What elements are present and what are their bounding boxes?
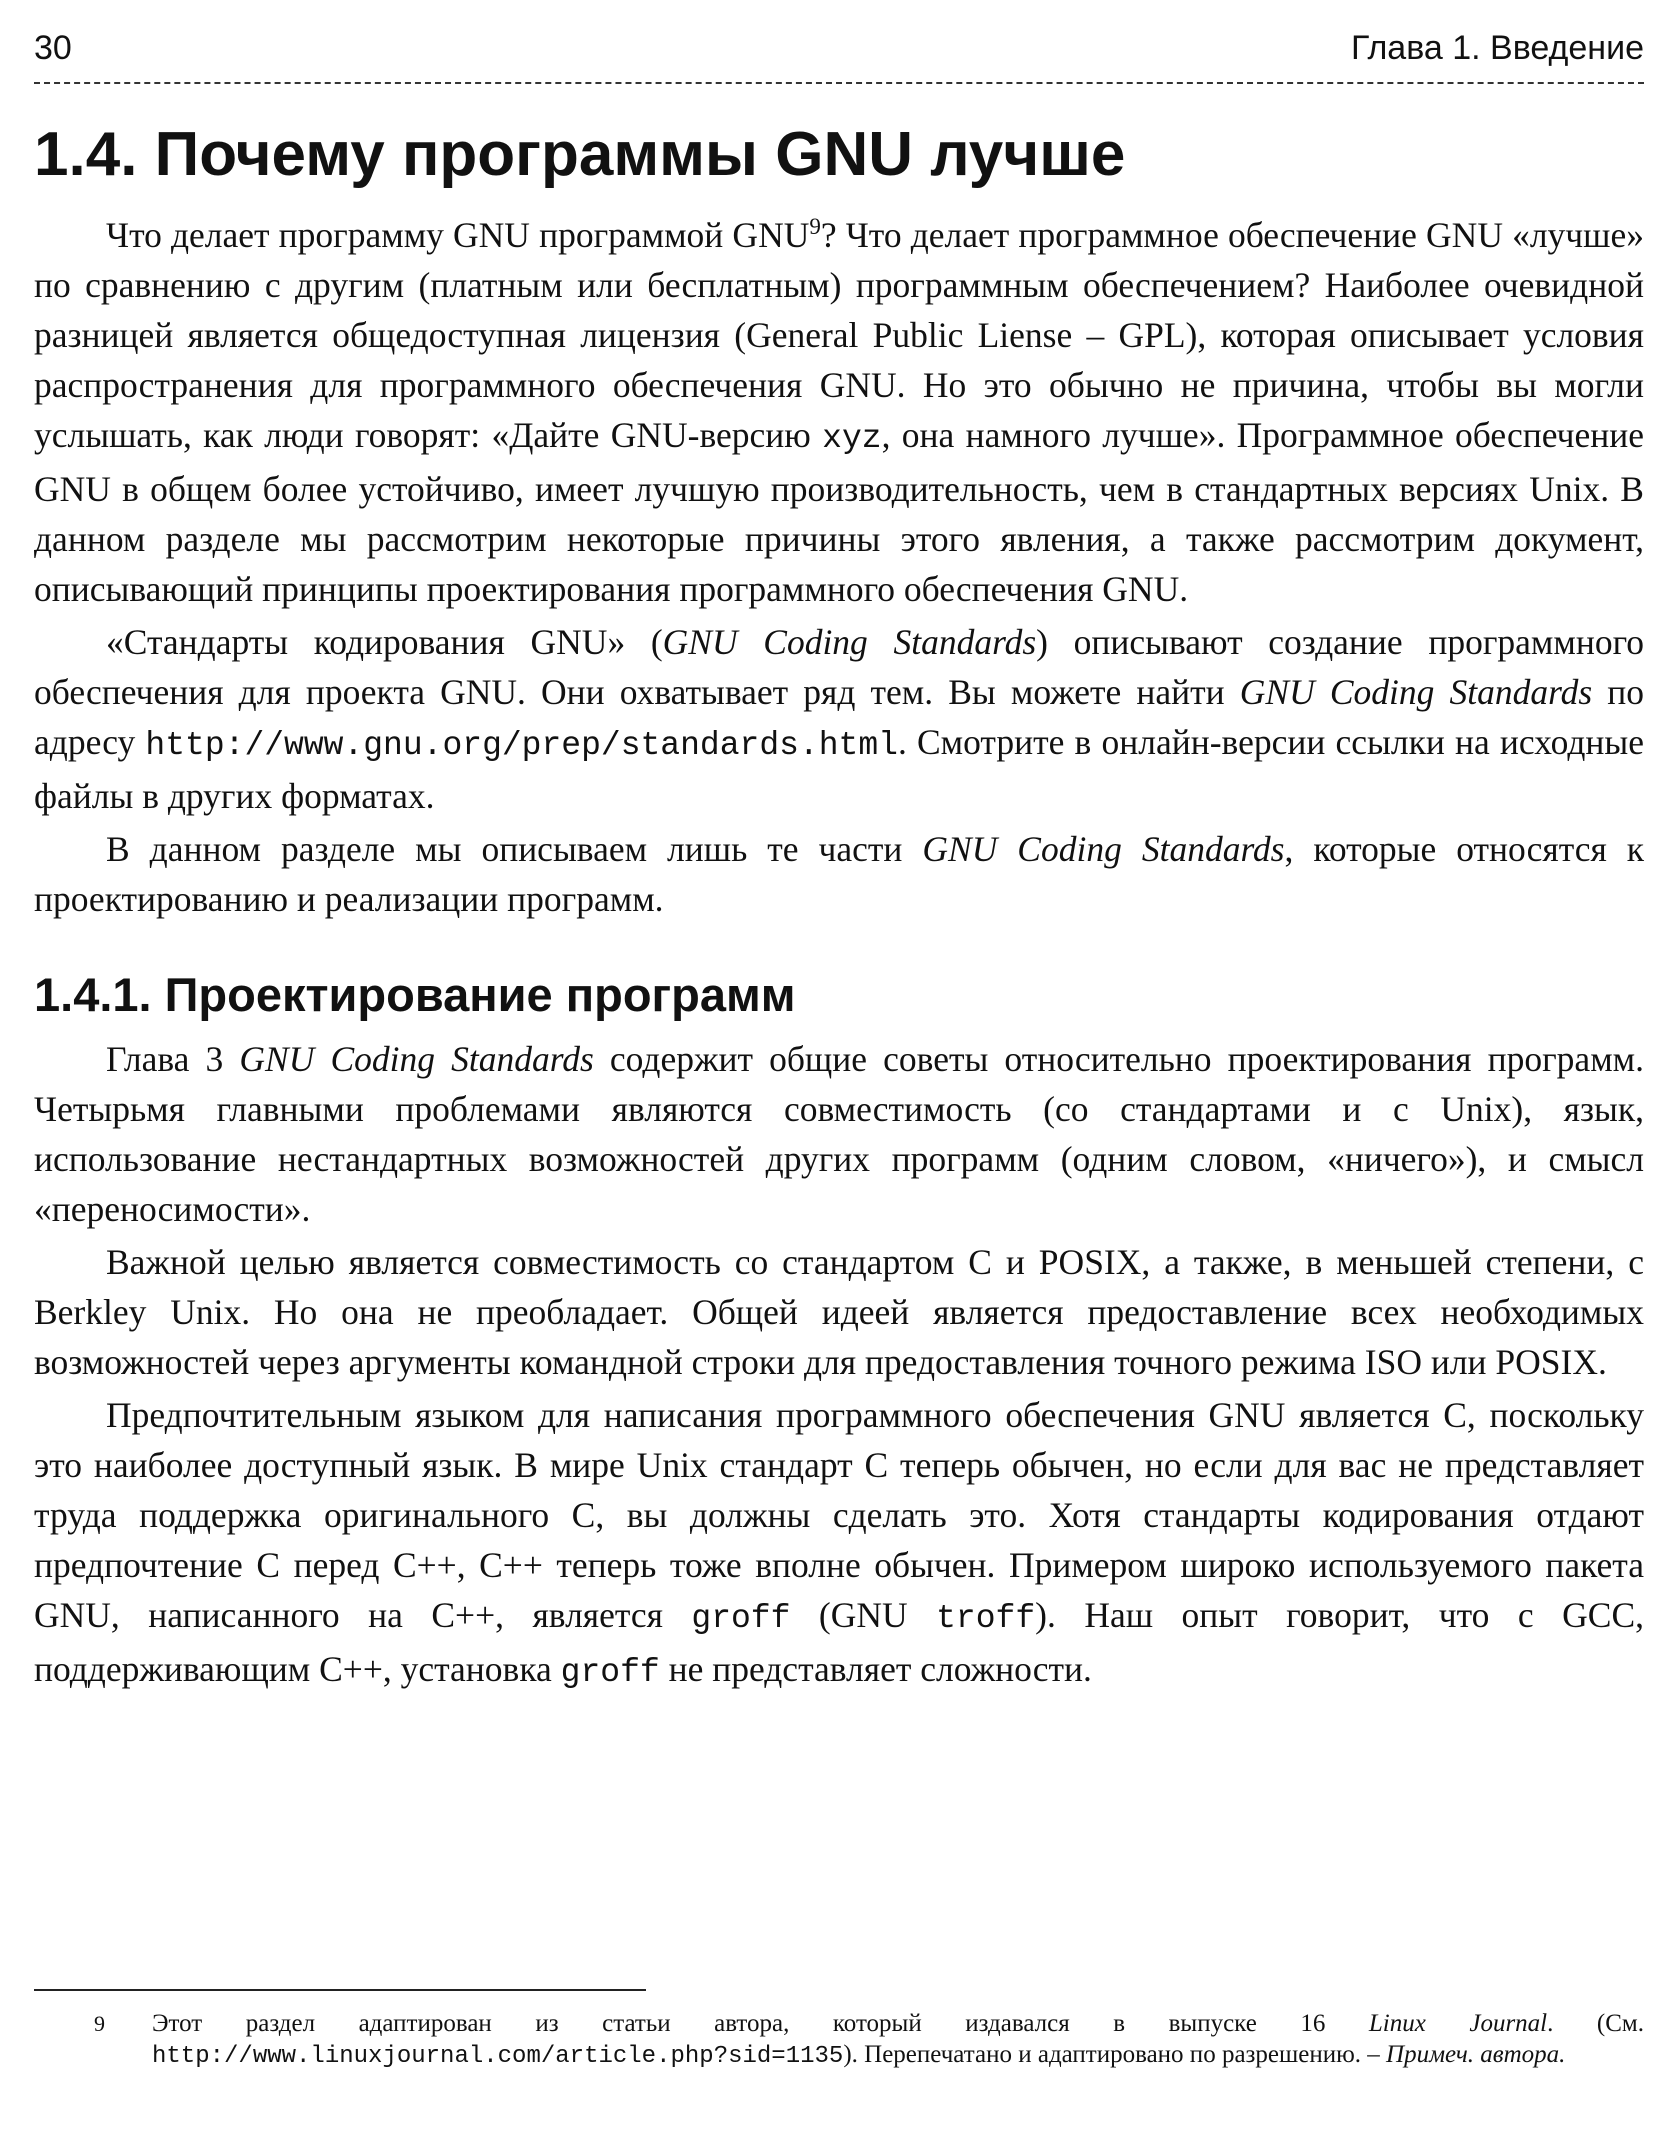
italic-title: GNU Coding Standards (239, 1039, 594, 1079)
text-run: ? Что делает программное обеспечение GNU «лучше» по сравнению с другим (платным или бесплатным) программным обеспечением? Наиболее очевидной разницей является общедоступная лицензия (General Public Liense – GPL), которая описывает условия распространения для программного обеспечения GNU. Но это обычно не причина, чтобы вы могли услышать, как люди говорят: «Дайте GNU-версию (34, 215, 1644, 455)
text-run: , которые относятся к проектированию и реализации программ. (34, 829, 1644, 919)
standards-url: http://www.gnu.org/prep/standards.html (145, 727, 898, 764)
paragraph-gnu-better (34, 210, 1644, 614)
code-xyz: xyz (822, 420, 882, 457)
text-run: Предпочтительным языком для написания программного обеспечения GNU является C, поскольку это наиболее доступный язык. В мире Unix стандарт C теперь обычен, но если для вас не представляет труда поддержка оригинального C, вы должны сделать это. Хотя стандарты кодирования отдают предпочтение C перед C++, C++ теперь тоже вполне обычен. Примером широко используемого пакета GNU, написанного на C++, является (34, 1395, 1644, 1635)
text-run: (GNU (790, 1595, 937, 1635)
author-note: Примеч. автора. (1386, 2041, 1566, 2068)
text-run: по адресу (34, 672, 1645, 762)
paragraph-scope (34, 824, 1644, 924)
footnote-text (152, 2008, 1644, 2072)
text-run: «Стандарты кодирования GNU» ( (106, 622, 663, 662)
footnote-reference: 9 (809, 214, 821, 240)
footnote-number: 9 (94, 2011, 105, 2036)
italic-title: Linux Journal (1368, 2010, 1548, 2037)
footnote-divider (34, 1989, 646, 1991)
text-run: , она намного лучше». Программное обеспечение GNU в общем более устойчиво, имеет лучшую производительность, чем в стандартных версиях Unix. В данном разделе мы рассмотрим некоторые причины этого явления, а также рассмотрим документ, описывающий принципы проектирования программного обеспечения GNU. (34, 415, 1644, 609)
code-troff: troff (936, 1600, 1036, 1637)
text-run: Глава 3 (106, 1039, 240, 1079)
paragraph-program-design (34, 1034, 1644, 1234)
section-title: 1.4. Почему программы GNU лучше (34, 120, 1126, 189)
text-run: ). Наш опыт говорит, что с GCC, поддерживающим C++, установка (34, 1595, 1645, 1689)
page-number: 30 (34, 29, 72, 67)
text-run: Этот раздел адаптирован из статьи автора, который издавался в выпуске 16 (152, 2010, 1369, 2037)
text-run: ) описывают создание программного обеспечения для проекта GNU. Они охватывает ряд тем. Вы можете найти (34, 622, 1645, 712)
header-divider (34, 82, 1644, 84)
italic-title: GNU Coding Standards (922, 829, 1285, 869)
paragraph-compatibility: Важной целью является совместимость со стандартом C и POSIX, а также, в меньшей степени, с Berkley Unix. Но она не преобладает. Общей идеей является предоставление всех необходимых возможностей через аргументы командной строки для предоставления точного режима ISO или POSIX. (34, 1242, 1644, 1382)
text-run: В данном разделе мы описываем лишь те части (106, 829, 923, 869)
subsection-title: 1.4.1. Проектирование программ (34, 968, 796, 1021)
paragraph-coding-standards (34, 617, 1644, 821)
text-run: ). Перепечатано и адаптировано по разрешению. – (843, 2041, 1387, 2068)
text-run: содержит общие советы относительно проектирования программ. Четырьмя главными проблемами являются совместимость (со стандартами и с Unix), язык, использование нестандартных возможностей других программ (одним словом, «ничего»), и смысл «переносимости». (34, 1039, 1644, 1229)
code-groff: groff (560, 1654, 660, 1691)
italic-title: GNU Coding Standards (1239, 672, 1593, 712)
running-header (34, 22, 1644, 74)
chapter-title: Глава 1. Введение (1350, 29, 1644, 67)
text-run: не представляет сложности. (659, 1649, 1092, 1689)
paragraph-language (34, 1390, 1644, 1698)
book-page (34, 22, 1644, 2122)
footnote (34, 2008, 1644, 2072)
text-run: . (См. (1547, 2010, 1644, 2037)
article-url: http://www.linuxjournal.com/article.php?sid=1135 (152, 2043, 844, 2070)
text-run: . Смотрите в онлайн-версии ссылки на исходные файлы в других форматах. (34, 722, 1644, 816)
text-run: Что делает программу GNU программой GNU (106, 215, 810, 255)
code-groff: groff (691, 1600, 791, 1637)
italic-title: GNU Coding Standards (662, 622, 1037, 662)
